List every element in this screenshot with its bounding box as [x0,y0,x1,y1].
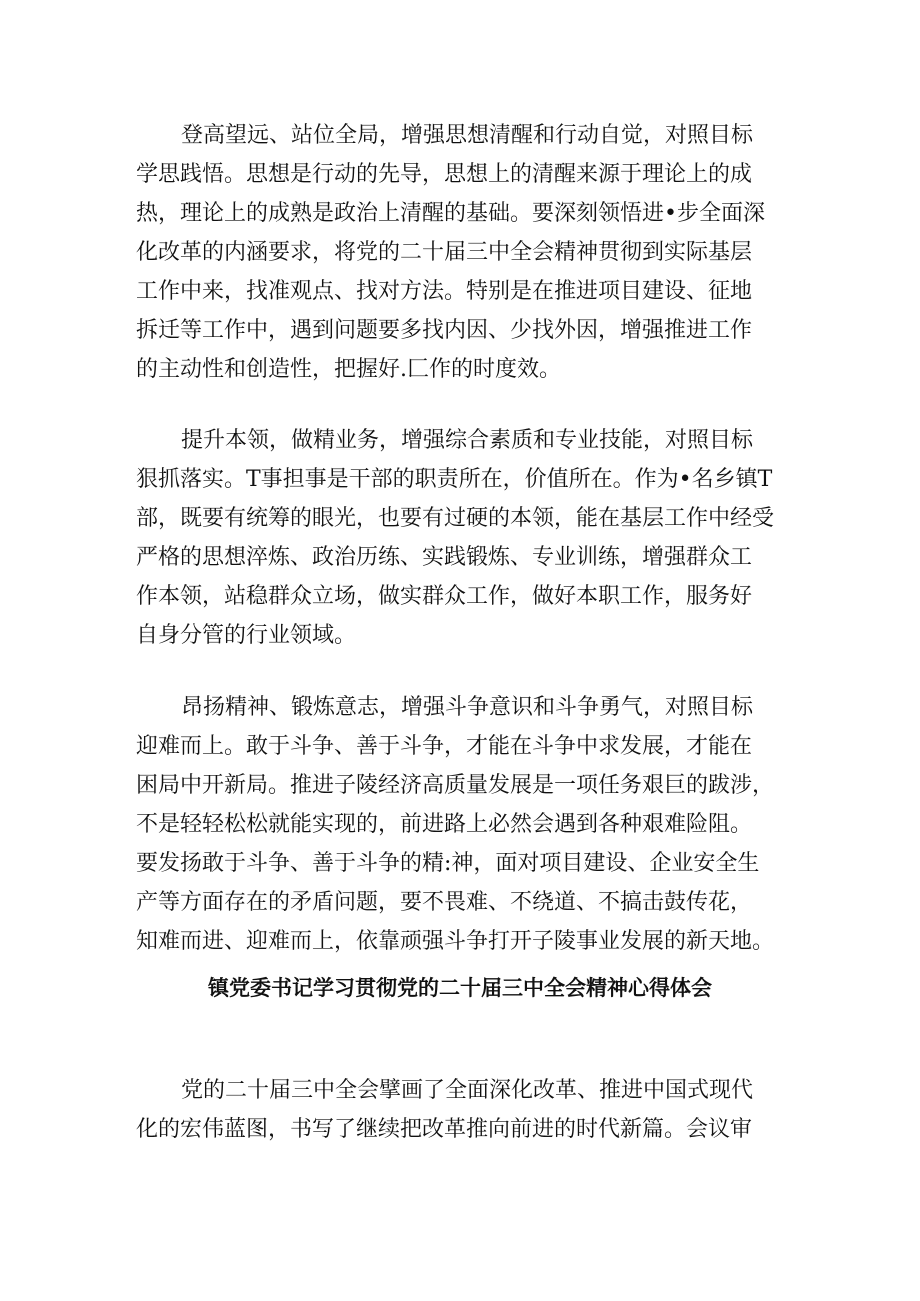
para3-line-4: 不是轻轻松松就能实现的，前进路上必然会遇到各种艰难险阻。 [136,812,753,837]
para3-line-3: 困局中开新局。推进子陵经济高质量发展是一项任务艰巨的跋涉， [136,773,775,798]
para1-line-7: 的主动性和创造性，把握好.匚作的时度效。 [136,357,561,382]
para2-line-1: 提升本领，做精业务，增强综合素质和专业技能，对照目标 [181,428,754,453]
para3-line-5: 要发扬敢于斗争、善于斗争的精:神，面对项目建设、企业安全生 [136,851,760,876]
para1-line-6: 拆迁等工作中，遇到问题要多找内因、少找外因，增强推进工作 [136,318,753,343]
para4-line-1: 党的二十届三中全会擘画了全面深化改革、推进中国式现代 [181,1078,754,1103]
para2-line-6: 自身分管的行业领域。 [136,623,357,648]
para2-line-2: 狠抓落实。T事担事是干部的职责所在，价值所在。作为•名乡镇T [136,467,773,492]
para2-line-3: 部，既要有统筹的眼光，也要有过硬的本领，能在基层工作中经受 [136,506,775,531]
para1-line-1: 登高望远、站位全局，增强思想清醒和行动自觉，对照目标 [181,123,754,148]
section-heading: 镇党委书记学习贯彻党的二十届三中全会精神心得体会 [208,976,712,1000]
para4-line-2: 化的宏伟蓝图，书写了继续把改革推向前进的时代新篇。会议审 [136,1117,753,1142]
para3-line-2: 迎难而上。敢于斗争、善于斗争，才能在斗争中求发展，才能在 [136,734,753,759]
para2-line-4: 严格的思想淬炼、政治历练、实践锻炼、专业训练，增强群众工 [136,545,753,570]
para1-line-4: 化改革的内涵要求，将党的二十届三中全会精神贯彻到实际基层 [136,240,753,265]
para1-line-2: 学思践悟。思想是行动的先导，思想上的清醒来源于理论上的成 [136,162,753,187]
para3-line-7: 知难而进、迎难而上，依靠顽强斗争打开子陵事业发展的新天地。 [136,929,775,954]
para3-line-6: 产等方面存在的矛盾问题，要不畏难、不绕道、不搞击鼓传花， [136,890,753,915]
para1-line-3: 热，理论上的成熟是政治上清醒的基础。要深刻领悟进•步全面深 [136,201,765,226]
para3-line-1: 昂扬精神、锻炼意志，增强斗争意识和斗争勇气，对照目标 [181,695,754,720]
para1-line-5: 工作中来，找准观点、找对方法。特别是在推进项目建设、征地 [136,279,753,304]
para2-line-5: 作本领，站稳群众立场，做实群众工作，做好本职工作，服务好 [136,584,753,609]
